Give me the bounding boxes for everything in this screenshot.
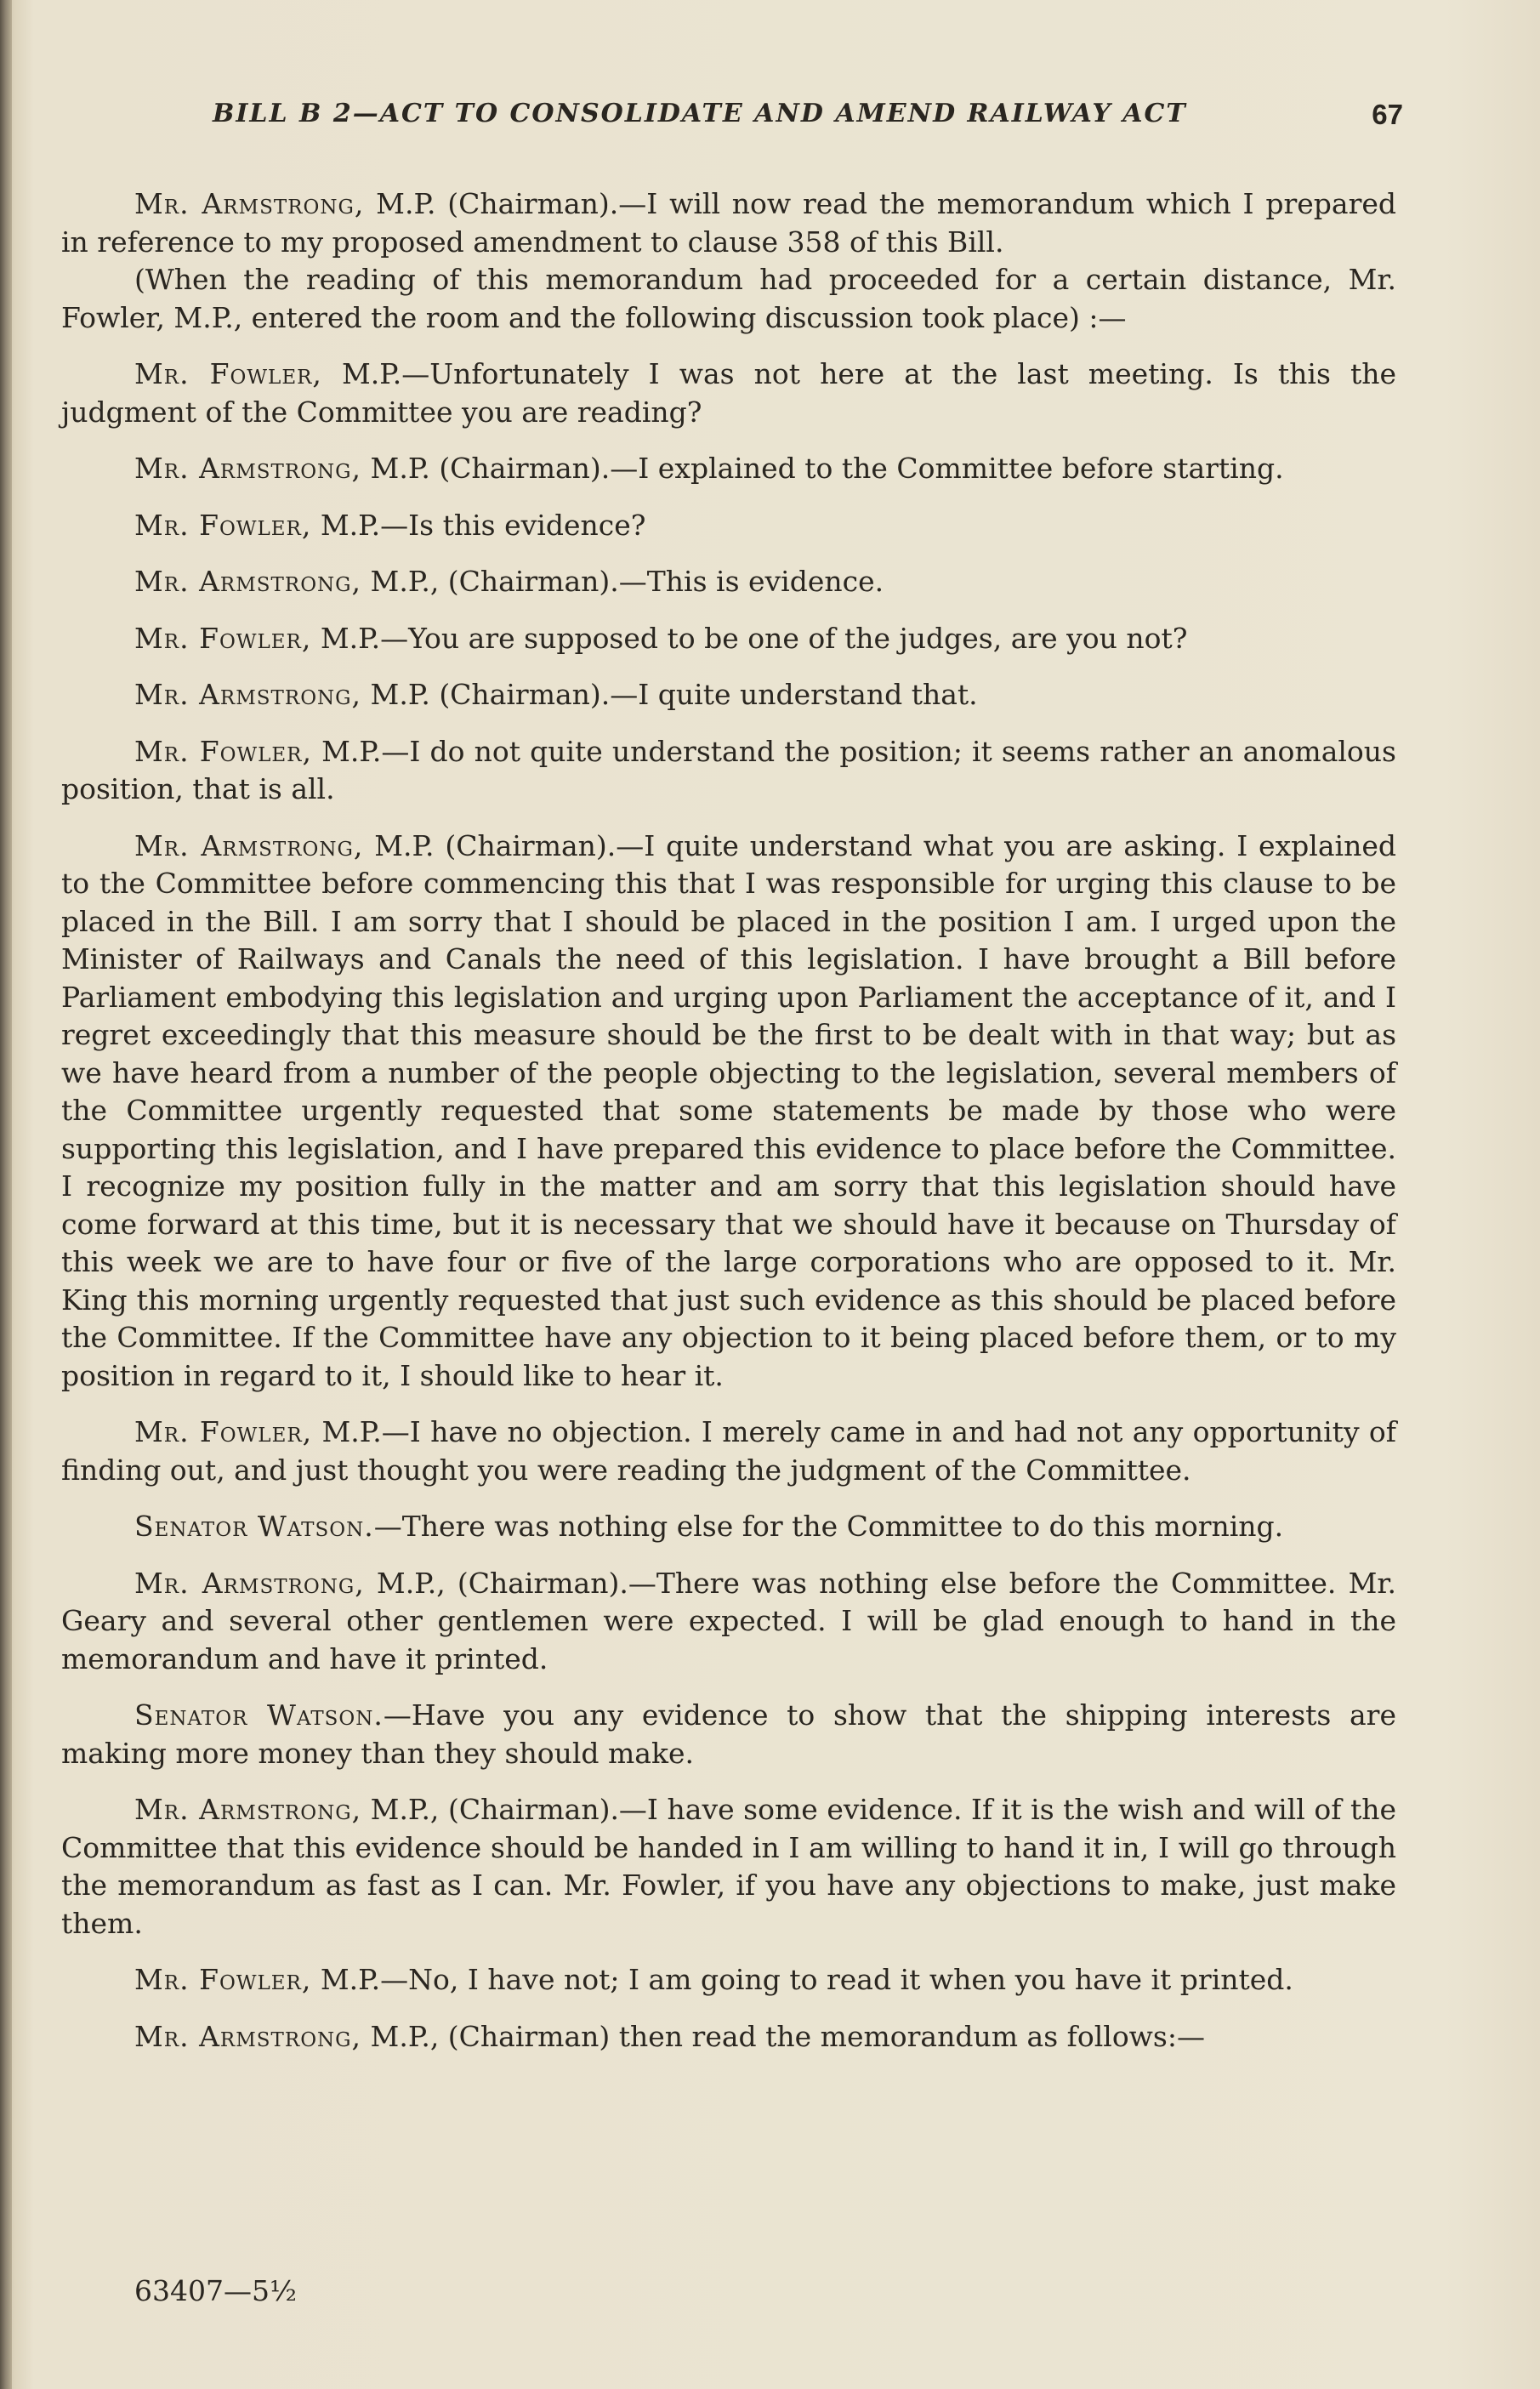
speaker-name: Mr. Armstrong, [134,1793,362,1826]
speaker-name: Mr. Armstrong, [134,565,362,598]
paragraph [61,1413,1396,1489]
speaker-name: Mr. Armstrong, [134,2019,362,2053]
paragraph-text: M.P. (Chairman).—I explained to the Committee before starting. [361,452,1284,485]
paragraph [61,450,1396,488]
paragraph-text: M.P. (Chairman).—I will now read the memorandum which I prepared in reference to my proposed amendment to clause 358 of this Bill. [61,187,1396,259]
speaker-name: Senator Watson. [134,1698,384,1732]
paragraph [61,2018,1396,2056]
book-binding-edge [0,0,12,2389]
paragraph-text: M.P., (Chairman).—There was nothing else before the Committee. Mr. Geary and several other gentlemen were expected. I will be glad enough to hand in the memorandum and have it printed. [61,1566,1396,1675]
paragraph [61,1565,1396,1679]
speaker-name: Mr. Fowler, [134,621,312,655]
speaker-name: Mr. Armstrong, [134,452,362,485]
speaker-name: Mr. Fowler, [134,1415,313,1448]
paragraph [61,507,1396,545]
running-head: BILL B 2—ACT TO CONSOLIDATE AND AMEND RAILWAY ACT [213,99,1187,128]
speaker-name: Mr. Fowler, [134,508,312,542]
paragraph [61,356,1396,431]
document-body [61,185,1396,2074]
paragraph [61,1791,1396,1942]
paragraph [61,563,1396,601]
paragraph-text: M.P., (Chairman).—This is evidence. [361,565,884,598]
page-number: 67 [1372,99,1403,130]
paragraph-text: M.P.—Is this evidence? [311,508,646,542]
paragraph-text: M.P.—I do not quite understand the position; it seems rather an anomalous position, that is all. [61,734,1396,805]
paragraph-text: M.P.—I have no objection. I merely came in and had not any opportunity of finding out, and just thought you were reading the judgment of the Committee. [61,1415,1396,1487]
paragraph-text: M.P. (Chairman).—I quite understand that. [361,678,978,711]
speaker-name: Mr. Fowler, [134,1963,312,1996]
paragraph-text: M.P.—You are supposed to be one of the judges, are you not? [311,621,1188,655]
printer-signature-code: 63407—5½ [134,2274,297,2307]
paragraph-text: M.P., (Chairman) then read the memorandum as follows:— [361,2019,1205,2053]
paragraph-text: (When the reading of this memorandum had proceeded for a certain distance, Mr. Fowler, M.P., entered the room and the following discussion took place) :— [61,263,1396,334]
paragraph [61,1697,1396,1772]
speaker-name: Mr. Armstrong, [134,828,364,862]
paragraph [61,261,1396,337]
paragraph [61,620,1396,658]
paragraph-text: —Have you any evidence to show that the shipping interests are making more money than they should make. [61,1698,1396,1770]
page-header [213,99,1403,150]
paragraph-text: M.P., (Chairman).—I have some evidence. If it is the wish and will of the Committee that this evidence should be handed in I am willing to hand it in, I will go through the memorandum as fast as I can. Mr. Fowler, if you have any objections to make, just make them. [61,1793,1397,1940]
paragraph [61,1961,1396,1999]
paragraph-text: —There was nothing else for the Committee to do this morning. [373,1510,1284,1543]
speaker-name: Mr. Armstrong, [134,1566,365,1600]
speaker-name: Mr. Armstrong, [134,187,365,220]
paragraph-text: M.P. (Chairman).—I quite understand what you are asking. I explained to the Committee before commencing this that I was responsible for urging this clause to be placed in the Bill. I am sorry that I should be placed in the position I am. I urged upon the Minister of Railways and Canals the need of this legislation. I have brought a Bill before Parliament embodying this legislation and urging upon Parliament the acceptance of it, and I regret exceedingly that this measure should be the first to be dealt with in that way; but as we have heard from a number of the people objecting to the legislation, several members of the Committee urgently requested that some statements be made by those who were supporting this legislation, and I have prepared this evidence to place before the Committee. I recognize my position fully in the matter and am sorry that this legislation should have come forward at this time, but it is necessary that we should have it because on Thursday of this week we are to have four or five of the large corporations who are opposed to it. Mr. King this morning urgently requested that just such evidence as this should be placed before the Committee. If the Committee have any objection to it being placed before them, or to my position in regard to it, I should like to hear it. [61,828,1397,1392]
paragraph [61,1508,1396,1546]
paragraph [61,676,1396,714]
speaker-name: Mr. Fowler, [134,357,322,390]
paragraph-text: M.P.—Unfortunately I was not here at the last meeting. Is this the judgment of the Committee you are reading? [61,357,1396,429]
speaker-name: Mr. Fowler, [134,734,312,768]
speaker-name: Senator Watson. [134,1510,374,1543]
paragraph-text: M.P.—No, I have not; I am going to read it when you have it printed. [311,1963,1293,1996]
paragraph [61,733,1396,809]
paragraph [61,185,1396,261]
speaker-name: Mr. Armstrong, [134,678,362,711]
paragraph [61,828,1396,1396]
